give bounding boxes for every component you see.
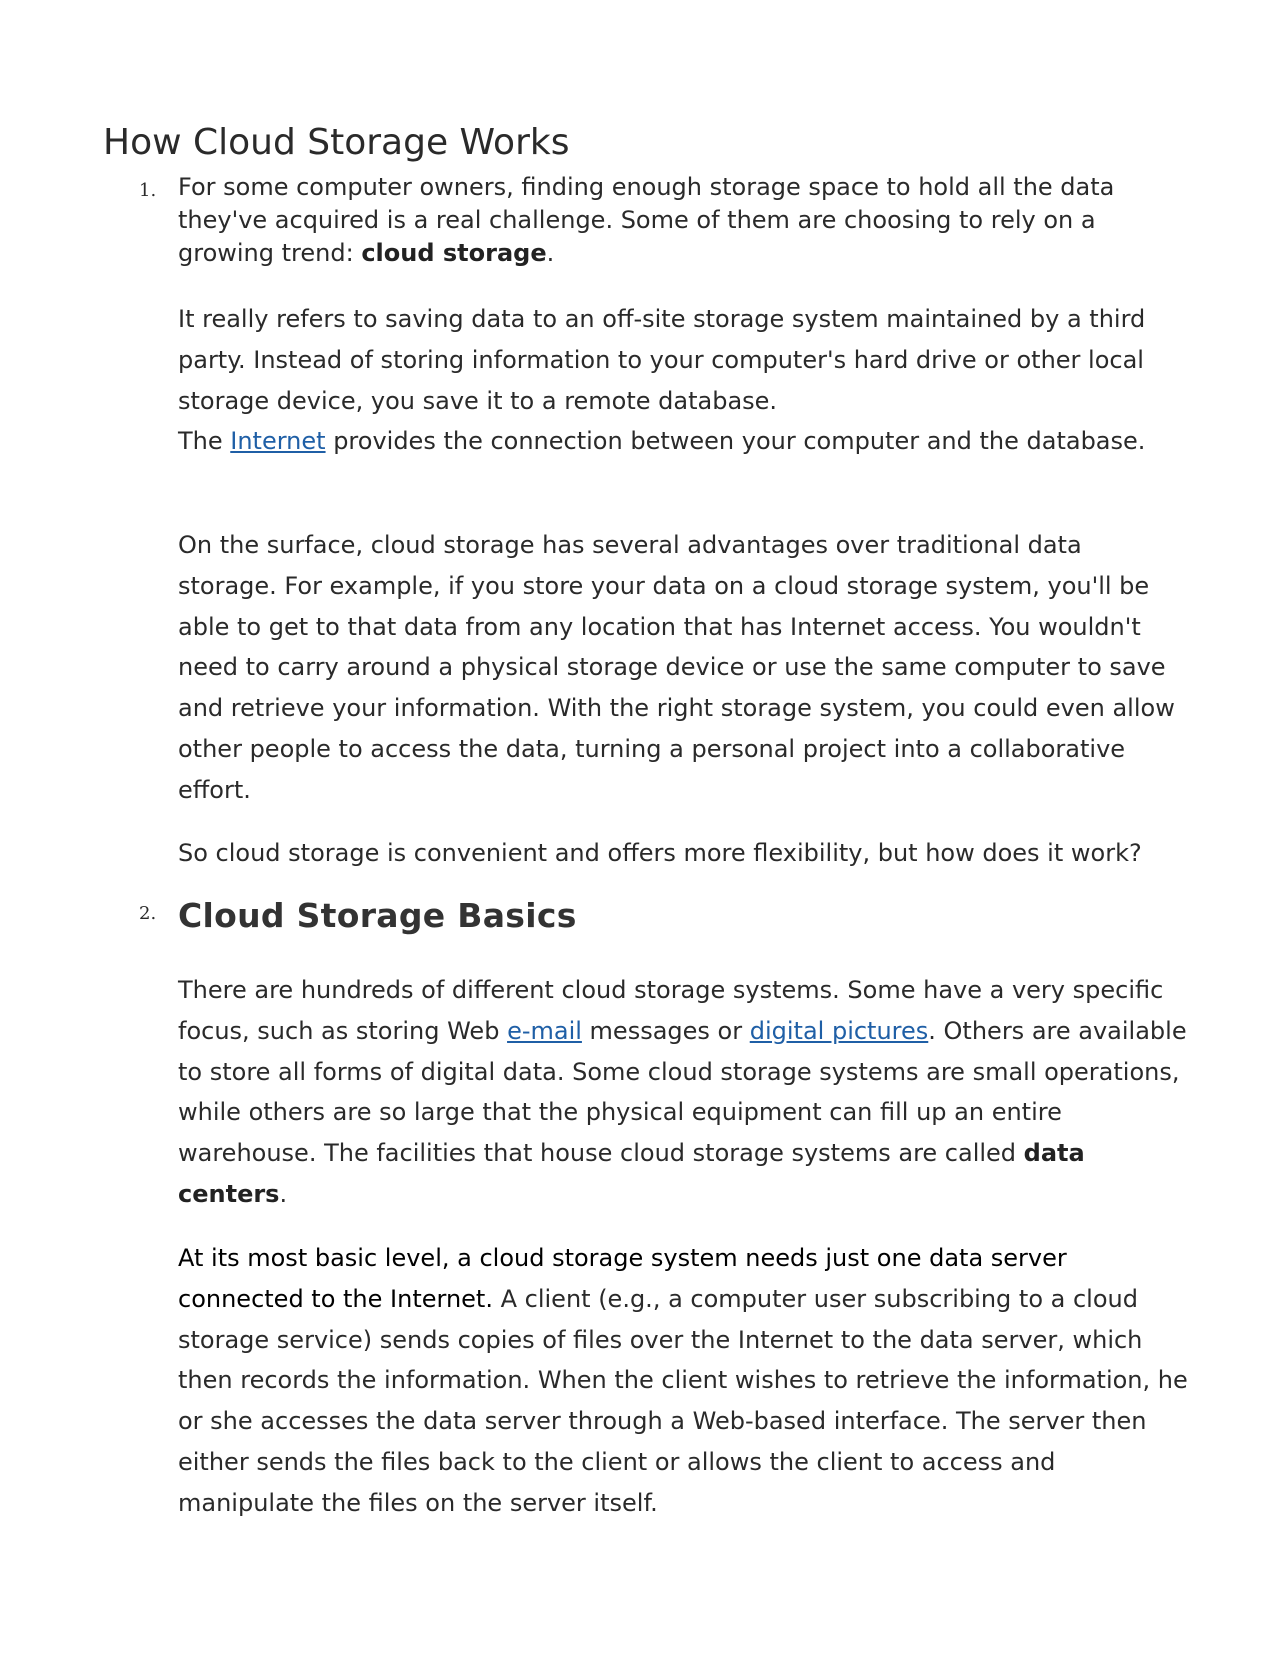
internet-link[interactable]: Internet — [230, 427, 326, 456]
page-title: How Cloud Storage Works — [103, 122, 570, 163]
list-number-1: 1. — [139, 180, 157, 201]
definition-text: It really refers to saving data to an off-site storage system maintained by a third party. Instead of storing information to your computer's hard drive or other local storage device, you save it to a remote database. — [178, 305, 1146, 415]
list-number-2: 2. — [139, 903, 157, 924]
definition-paragraph — [178, 299, 1188, 462]
systems-text-b: messages or — [581, 1016, 750, 1045]
question-paragraph: So cloud storage is convenient and offers more flexibility, but how does it work? — [178, 839, 1142, 867]
section-heading-basics: Cloud Storage Basics — [178, 896, 577, 935]
basic-level-lead: At its most basic level, a cloud storage system needs just one data server connected to the Internet. — [178, 1244, 1067, 1313]
systems-text-c: . Others are available to store all forms of digital data. Some cloud storage systems are small operations, while others are so large that the physical equipment can fill up an entire warehouse. The facilities that house cloud storage systems are called — [178, 1016, 1187, 1168]
digital-pictures-link[interactable]: digital pictures — [749, 1016, 929, 1045]
definition-the: The — [178, 427, 231, 456]
email-link[interactable]: e-mail — [507, 1016, 582, 1045]
systems-text-a: There are hundreds of different cloud storage systems. Some have a very specific focus, such as storing Web — [178, 976, 1164, 1045]
systems-period: . — [279, 1179, 288, 1208]
basic-level-paragraph — [178, 1238, 1188, 1524]
intro-text: For some computer owners, finding enough storage space to hold all the data they've acquired is a real challenge. Some of them are choosing to rely on a growing trend: — [178, 173, 1115, 267]
systems-paragraph — [178, 970, 1188, 1215]
basic-level-rest: A client (e.g., a computer user subscribing to a cloud storage service) sends copies of files over the Internet to the data server, which then records the information. When the client wishes to retrieve the information, he or she accesses the data server through a Web-based interface. The server then either sends the files back to the client or allows the client to access and manipulate the files on the server itself. — [178, 1284, 1188, 1517]
intro-paragraph — [178, 171, 1188, 270]
definition-rest: provides the connection between your computer and the database. — [325, 427, 1146, 456]
intro-period: . — [546, 239, 555, 267]
advantages-paragraph: On the surface, cloud storage has several advantages over traditional data storage. For example, if you store your data on a cloud storage system, you'll be able to get to that data from any location that has Internet access. You wouldn't need to carry around a physical storage device or use the same computer to save and retrieve your information. With the right storage system, you could even allow other people to access the data, turning a personal project into a collaborative effort. — [178, 531, 1175, 804]
cloud-storage-term: cloud storage — [361, 239, 547, 267]
data-centers-term: data centers — [178, 1139, 1085, 1208]
